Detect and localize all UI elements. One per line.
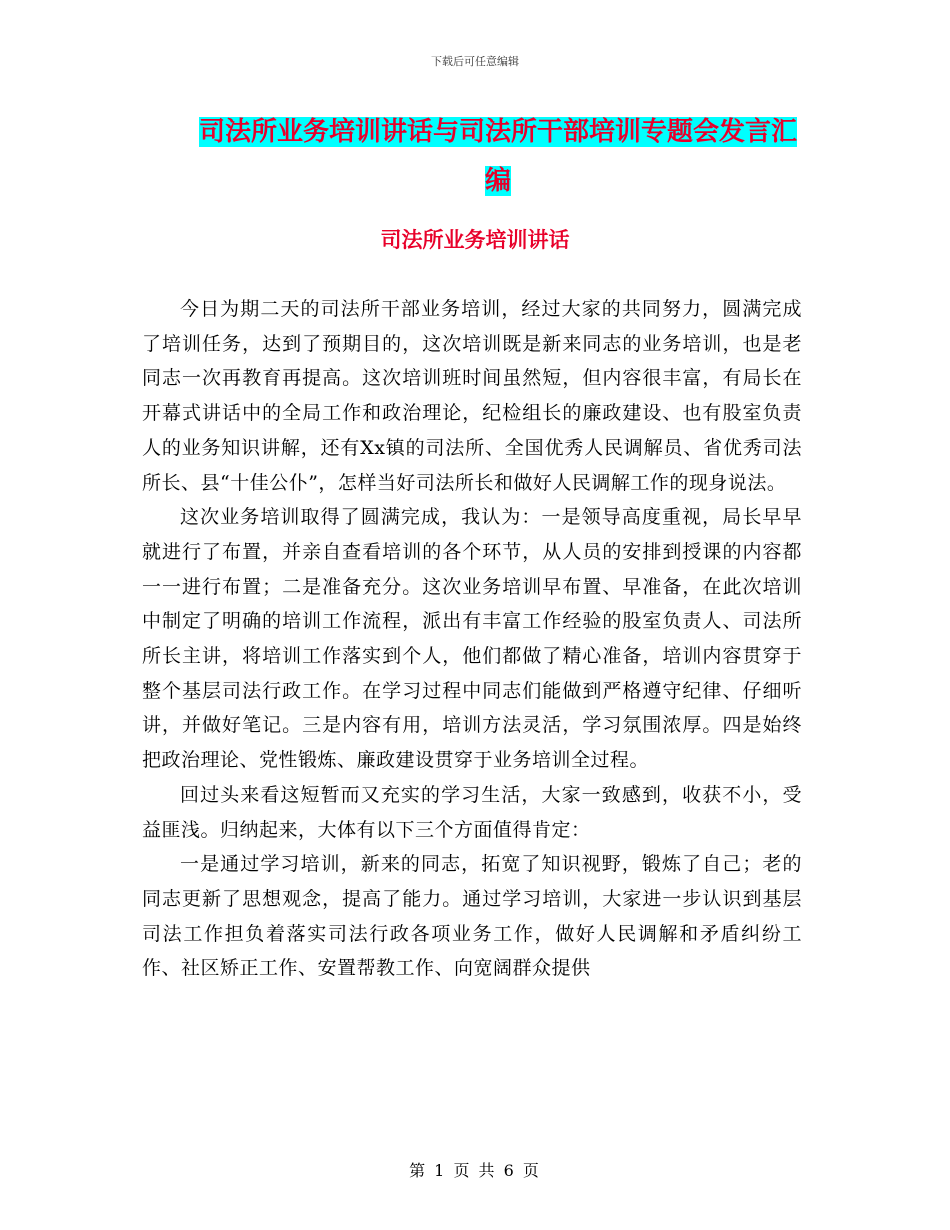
paragraph-4: 一是通过学习培训，新来的同志，拓宽了知识视野，锻炼了自己；老的同志更新了思想观念，提高了能力。通过学习培训，大家进一步认识到基层司法工作担负着落实司法行政各项业务工作，做好人民调解和矛盾纠纷工作、社区矫正工作、安置帮教工作、向宽阔群众提供 xyxy=(142,853,802,980)
paragraph-3: 回过头来看这短暂而又充实的学习生活，大家一致感到，收获不小，受益匪浅。归纳起来，大体有以下三个方面值得肯定： xyxy=(142,783,802,841)
document-body xyxy=(142,292,802,986)
document-title-text: 司法所业务培训讲话与司法所干部培训专题会发言汇编 xyxy=(198,117,797,196)
page-footer: 第 1 页 共 6 页 xyxy=(409,1161,541,1180)
paragraph-2: 这次业务培训取得了圆满完成，我认为：一是领导高度重视，局长早早就进行了布置，并亲自查看培训的各个环节，从人员的安排到授课的内容都一一进行布置；二是准备充分。这次业务培训早布置、早准备，在此次培训中制定了明确的培训工作流程，派出有丰富工作经验的股室负责人、司法所所长主讲，将培训工作落实到个人，他们都做了精心准备，培训内容贯穿于整个基层司法行政工作。在学习过程中同志们能做到严格遵守纪律、仔细听讲，并做好笔记。三是内容有用，培训方法灵活，学习氛围浓厚。四是始终把政治理论、党性锻炼、廉政建设贯穿于业务培训全过程。 xyxy=(142,506,802,772)
section-subtitle: 司法所业务培训讲话 xyxy=(380,228,570,252)
document-title xyxy=(190,108,806,206)
paragraph-1: 今日为期二天的司法所干部业务培训，经过大家的共同努力，圆满完成了培训任务，达到了预期目的，这次培训既是新来同志的业务培训，也是老同志一次再教育再提高。这次培训班时间虽然短，但内容很丰富，有局长在开幕式讲话中的全局工作和政治理论，纪检组长的廉政建设、也有股室负责人的业务知识讲解，还有Xx镇的司法所、全国优秀人民调解员、省优秀司法所长、县“十佳公仆”，怎样当好司法所长和做好人民调解工作的现身说法。 xyxy=(142,298,802,494)
page-header-note: 下载后可任意编辑 xyxy=(431,55,519,68)
